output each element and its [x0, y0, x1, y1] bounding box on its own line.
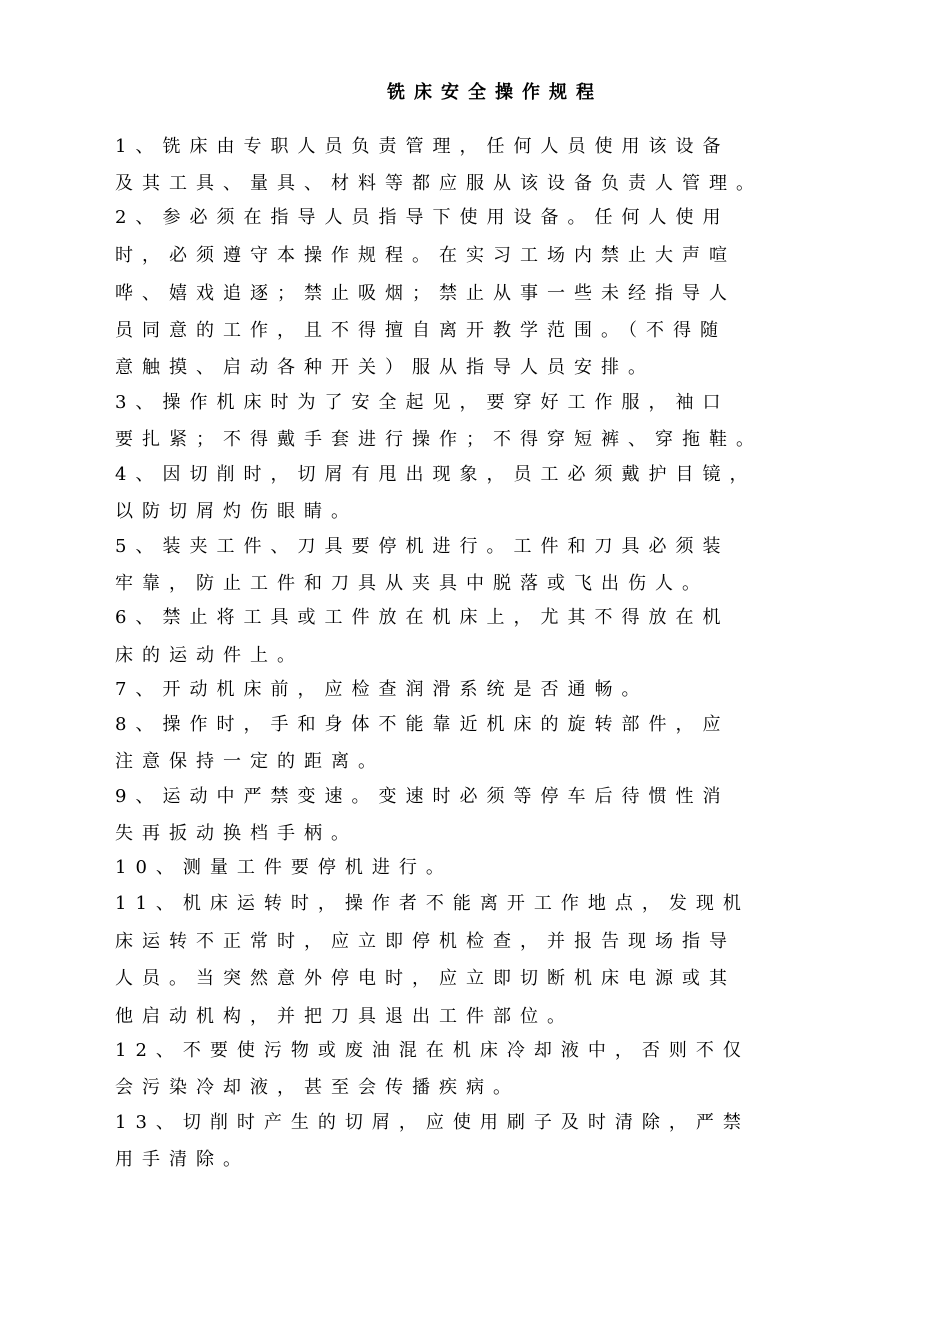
text-line: 时，必须遵守本操作规程。在实习工场内禁止大声喧: [115, 245, 736, 266]
text-line: 11、机床运转时，操作者不能离开工作地点，发现机: [115, 893, 750, 914]
text-line: 12、不要使污物或废油混在机床冷却液中，否则不仅: [115, 1040, 750, 1061]
text-line: 用手清除。: [115, 1149, 250, 1170]
text-line: 13、切削时产生的切屑，应使用刷子及时清除，严禁: [115, 1112, 750, 1133]
text-line: 要扎紧；不得戴手套进行操作；不得穿短裤、穿拖鞋。: [115, 429, 763, 450]
text-line: 牢靠，防止工件和刀具从夹具中脱落或飞出伤人。: [115, 573, 709, 594]
text-line: 他启动机构，并把刀具退出工件部位。: [115, 1006, 574, 1027]
text-line: 10、测量工件要停机进行。: [115, 857, 453, 878]
text-line: 意触摸、启动各种开关）服从指导人员安排。: [115, 357, 655, 378]
text-line: 以防切屑灼伤眼睛。: [115, 501, 358, 522]
text-line: 6、禁止将工具或工件放在机床上，尤其不得放在机: [115, 607, 730, 628]
text-line: 员同意的工作，且不得擅自离开教学范围。（不得随: [115, 320, 727, 341]
text-line: 5、装夹工件、刀具要停机进行。工件和刀具必须装: [115, 536, 730, 557]
text-line: 床运转不正常时，应立即停机检查，并报告现场指导: [115, 931, 736, 952]
document-title: 铣床安全操作规程: [387, 82, 603, 103]
text-line: 人员。当突然意外停电时，应立即切断机床电源或其: [115, 968, 736, 989]
text-line: 8、操作时，手和身体不能靠近机床的旋转部件，应: [115, 714, 730, 735]
text-line: 7、开动机床前，应检查润滑系统是否通畅。: [115, 679, 649, 700]
text-line: 床的运动件上。: [115, 645, 304, 666]
text-line: 及其工具、量具、材料等都应服从该设备负责人管理。: [115, 173, 763, 194]
text-line: 2、参必须在指导人员指导下使用设备。任何人使用: [115, 207, 730, 228]
text-line: 4、因切削时，切屑有甩出现象，员工必须戴护目镜，: [115, 464, 757, 485]
text-line: 会污染冷却液，甚至会传播疾病。: [115, 1077, 520, 1098]
text-line: 9、运动中严禁变速。变速时必须等停车后待惯性消: [115, 786, 730, 807]
text-line: 哗、嬉戏追逐；禁止吸烟；禁止从事一些未经指导人: [115, 283, 736, 304]
text-line: 注意保持一定的距离。: [115, 751, 385, 772]
text-line: 失再扳动换档手柄。: [115, 823, 358, 844]
text-line: 1、铣床由专职人员负责管理，任何人员使用该设备: [115, 136, 730, 157]
text-line: 3、操作机床时为了安全起见，要穿好工作服，袖口: [115, 392, 730, 413]
